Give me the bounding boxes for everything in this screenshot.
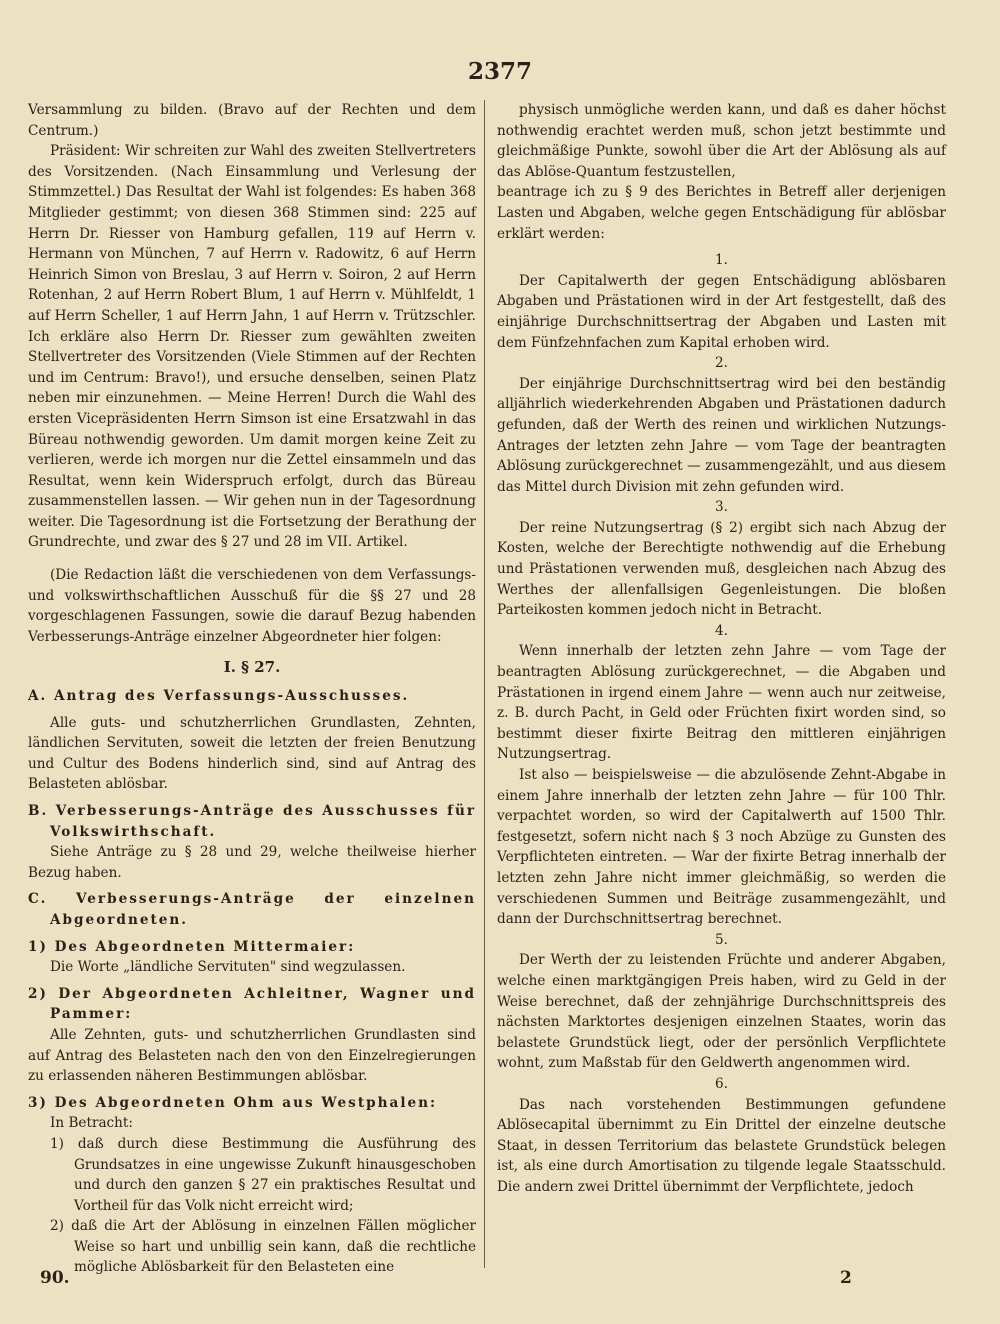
paragraph: Alle Zehnten, guts- und schutzherrlichen Grundlasten sind auf Antrag des Belasteten nach den von den Einzelregierungen zu erlassenden näheren Bestimmungen ablösbar. [28, 1026, 476, 1085]
left-column [28, 100, 476, 1278]
section-number: 6. [715, 1075, 728, 1092]
paragraph: Siehe Anträge zu § 28 und 29, welche theilweise hierher Bezug haben. [28, 844, 476, 881]
right-column [497, 100, 946, 1197]
paragraph: Alle guts- und schutzherrlichen Grundlasten, Zehnten, ländlichen Servituten, soweit die letzten der freien Benutzung und Cultur des Bodens hinderlich sind, sind auf Antrag des Belasteten ablösbar. [28, 714, 476, 793]
amendment-heading: 2) Der Abgeordneten Achleitner, Wagner und Pammer: [28, 985, 476, 1023]
paragraph: Der einjährige Durchschnittsertrag wird bei den beständig alljährlich wiederkehrenden Abgaben und Prästationen dadurch gefunden, daß der Werth des reinen und wirklichen Nutzungs-Antrages der letzten zehn Jahre — vom Tage der beantragten Ablösung zurückgerechnet — zusammengezählt, und aus diesem das Mittel durch Division mit zehn gefunden wird. [497, 375, 946, 495]
section-heading: I. § 27. [223, 658, 281, 677]
section-number: 1. [715, 252, 728, 269]
redaction-note: (Die Redaction läßt die verschiedenen von dem Verfassungs- und volkswirthschaftlichen Ausschuß für die §§ 27 und 28 vorgeschlagenen Fassungen, sowie die darauf Bezug habenden Verbesserungs-Anträge einzelner Abgeordneter hier folgen: [28, 567, 476, 645]
signature-mark: 2 [840, 1268, 852, 1288]
section-number: 4. [715, 622, 728, 639]
subsection-heading: B. Verbesserungs-Anträge des Ausschusses für Volkswirthschaft. [28, 803, 476, 840]
sheet-number: 90. [40, 1268, 70, 1288]
section-number: 5. [715, 931, 728, 948]
paragraph: Ist also — beispielsweise — die abzulösende Zehnt-Abgabe in einem Jahre innerhalb der letzten zehn Jahre — für 100 Thlr. verpachtet worden, so wird der Capitalwerth auf 1500 Thlr. festgesetzt, sofern nicht nach § 3 noch Abzüge zu Gunsten des Verpflichteten eintreten. — War der fixirte Betrag innerhalb der letzten zehn Jahre nicht immer gleichmäßig, so werden die verschiedenen Summen und Beiträge zusammengezählt, und dann der Durchschnittsertrag berechnet. [497, 767, 946, 928]
subsection-heading: C. Verbesserungs-Anträge der einzelnen Abgeordneten. [28, 891, 476, 928]
paragraph: In Betracht: [50, 1115, 133, 1132]
paragraph: physisch unmögliche werden kann, und daß es daher höchst nothwendig erachtet werden muß, schon jetzt bestimmte und gleichmäßige Punkte, sowohl über die Art der Ablösung als auf das Ablöse-Quantum festzustellen, [497, 102, 946, 180]
paragraph: Der Capitalwerth der gegen Entschädigung ablösbaren Abgaben und Prästationen wird in der Art festgestellt, daß des einjährige Durchschnittsertrag der Abgaben und Lasten mit dem Fünfzehnfachen zum Kapital erhoben wird. [497, 272, 946, 351]
column-rule [484, 100, 485, 1268]
paragraph: Wenn innerhalb der letzten zehn Jahre — vom Tage der beantragten Ablösung zurückgerechnet, — die Abgaben und Prästationen in irgend einem Jahre — wenn auch nur zeitweise, z. B. durch Pacht, in Geld oder Früchten fixirt worden sind, so bestimmt dieser fixirte Beitrag den mittleren einjährigen Nutzungsertrag. [497, 643, 946, 763]
page-number: 2377 [467, 58, 532, 85]
paragraph: Der reine Nutzungsertrag (§ 2) ergibt sich nach Abzug der Kosten, welche der Berechtigte nothwendig auf die Erhebung und Prästationen verwenden muß, desgleichen nach Abzug des Werthes der allenfallsigen Gegenleistungen. Die bloßen Parteikosten kommen jedoch nicht in Betracht. [497, 519, 946, 619]
paragraph: Der Werth der zu leistenden Früchte und anderer Abgaben, welche einen marktgängigen Preis haben, wird zu Geld in der Weise berechnet, daß der zehnjährige Durchschnittspreis des nächsten Marktortes desjenigen einzelnen Staates, worin das belastete Grundstück liegt, oder der persönlich Verpflichtete wohnt, zum Maßstab für den Geldwerth angenommen wird. [497, 952, 946, 1072]
list-item: 2) daß die Art der Ablösung in einzelnen Fällen möglicher Weise so hart und unbillig sein kann, daß die rechtliche mögliche Ablösbarkeit für den Belasteten eine [50, 1218, 476, 1276]
section-number: 3. [715, 499, 728, 516]
paragraph: Das nach vorstehenden Bestimmungen gefundene Ablösecapital übernimmt zu Ein Drittel der einzelne deutsche Staat, in dessen Territorium das belastete Grundstück belegen ist, als eine durch Amortisation zu tilgende legale Staatsschuld. Die andern zwei Drittel übernimmt der Verpflichtete, jedoch [497, 1096, 946, 1195]
list-item: 1) daß durch diese Bestimmung die Ausführung des Grundsatzes in eine ungewisse Zukunft hinausgeschoben und durch den ganzen § 27 ein praktisches Resultat und Vortheil für das Volk nicht erreicht wird; [50, 1135, 476, 1214]
section-number: 2. [715, 355, 728, 372]
subsection-heading: A. Antrag des Verfassungs-Ausschusses. [28, 688, 410, 705]
paragraph: Versammlung zu bilden. (Bravo auf der Rechten und dem Centrum.) [28, 102, 476, 139]
paragraph: Die Worte „ländliche Servituten" sind wegzulassen. [50, 959, 406, 976]
amendment-heading: 3) Des Abgeordneten Ohm aus Westphalen: [28, 1094, 438, 1111]
paragraph: beantrage ich zu § 9 des Berichtes in Betreff aller derjenigen Lasten und Abgaben, welche gegen Entschädigung für ablösbar erklärt werden: [497, 184, 946, 242]
president-speech: Präsident: Wir schreiten zur Wahl des zweiten Stellvertreters des Vorsitzenden. (Nach Einsammlung und Verlesung der Stimmzettel.) Das Resultat der Wahl ist folgendes: Es haben 368 Mitglieder gestimmt; von diesen 368 Stimmen sind: 225 auf Herrn Dr. Riesser von Hamburg gefallen, 119 auf Herrn v. Hermann von München, 7 auf Herrn v. Radowitz, 6 auf Herrn Heinrich Simon von Breslau, 3 auf Herrn v. Soiron, 2 auf Herrn Rotenhan, 2 auf Herrn Robert Blum, 1 auf Herrn v. Mühlfeldt, 1 auf Herrn Scheller, 1 auf Herrn Jahn, 1 auf Herrn v. Trützschler. Ich erkläre also Herrn Dr. Riesser zum gewählten zweiten Stellvertreter des Vorsitzenden (Viele Stimmen auf der Rechten und im Centrum: Bravo!), und ersuche denselben, seinen Platz neben mir einzunehmen. — Meine Herren! Durch die Wahl des ersten Vicepräsidenten Herrn Simson ist eine Ersatzwahl in das Büreau nothwendig geworden. Um damit morgen keine Zeit zu verlieren, werde ich morgen nur die Zettel einsammeln und das Resultat, wenn kein Widerspruch erfolgt, durch das Büreau zusammenstellen lassen. — Wir gehen nun in der Tagesordnung weiter. Die Tagesordnung ist die Fortsetzung der Berathung der Grundrechte, und zwar des § 27 und 28 im VII. Artikel. [28, 143, 476, 551]
amendment-heading: 1) Des Abgeordneten Mittermaier: [28, 938, 356, 955]
